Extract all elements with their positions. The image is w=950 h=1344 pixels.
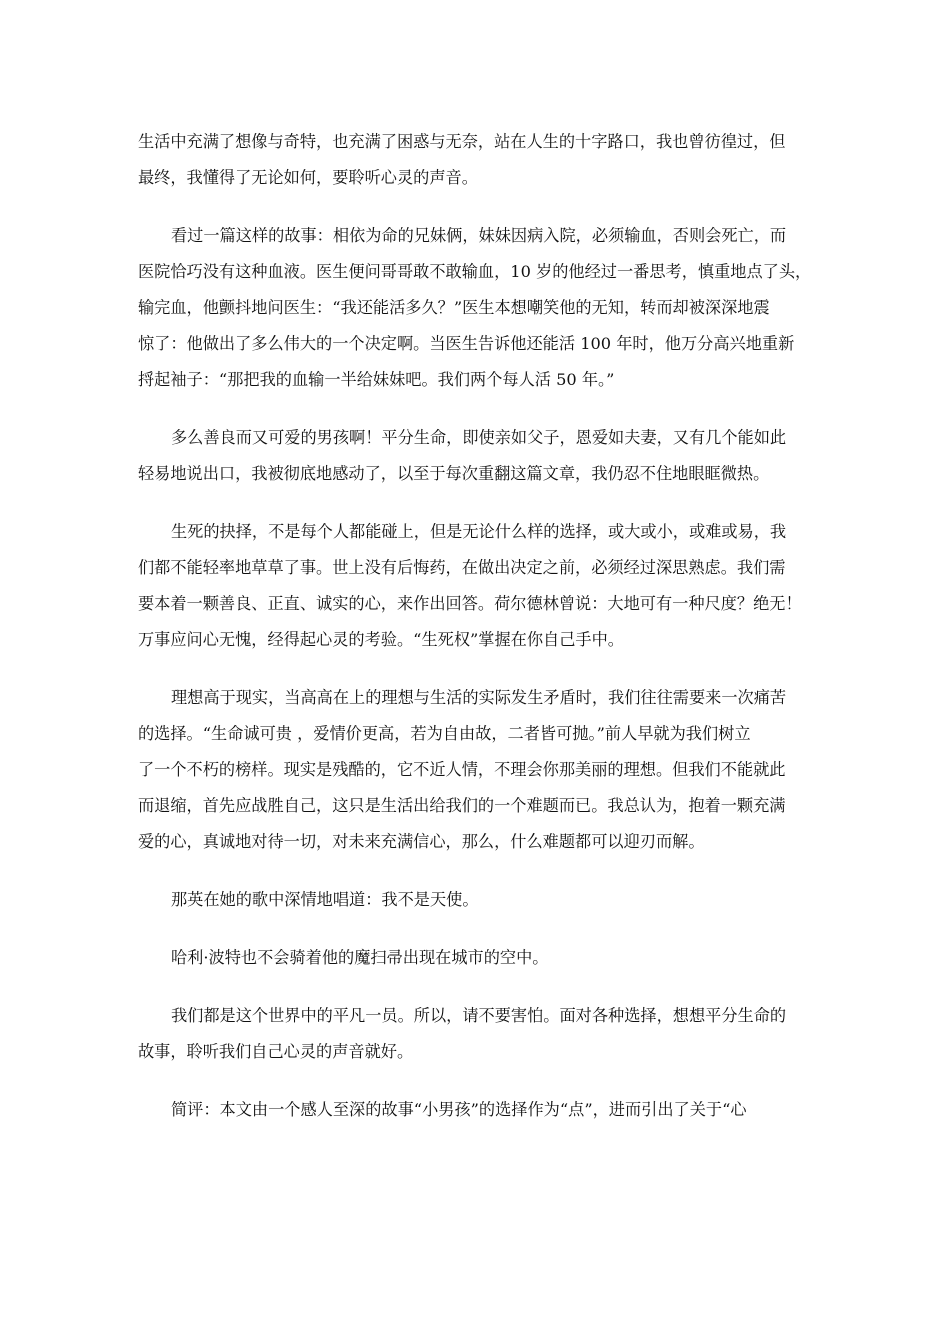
text-line: 简评：本文由一个感人至深的故事“小男孩”的选择作为“点”，进而引出了关于“心 (171, 1100, 747, 1119)
text-line: 多么善良而又可爱的男孩啊！平分生命，即使亲如父子，恩爱如夫妻，又有几个能如此 (171, 428, 787, 447)
text-line: 捋起袖子：“那把我的血输一半给妹妹吧。我们两个每人活 50 年。” (138, 370, 615, 389)
paragraph-2 (138, 218, 818, 398)
paragraph-7 (138, 940, 818, 976)
paragraph-3 (138, 420, 818, 492)
text-line: 们都不能轻率地草草了事。世上没有后悔药，在做出决定之前，必须经过深思熟虑。我们需 (138, 558, 786, 577)
text-line: 了一个不朽的榜样。现实是残酷的，它不近人情，不理会你那美丽的理想。但我们不能就此 (138, 760, 786, 779)
text-line: 要本着一颗善良、正直、诚实的心，来作出回答。荷尔德林曾说：大地可有一种尺度？绝无！ (138, 594, 802, 613)
text-line: 故事，聆听我们自己心灵的声音就好。 (138, 1042, 414, 1061)
text-line: 医院恰巧没有这种血液。医生便问哥哥敢不敢输血，10 岁的他经过一番思考，慎重地点了头， (138, 262, 812, 281)
essay-body (138, 124, 818, 1150)
text-line: 那英在她的歌中深情地唱道：我不是天使。 (171, 890, 479, 909)
text-line: 爱的心，真诚地对待一切，对未来充满信心，那么，什么难题都可以迎刃而解。 (138, 832, 705, 851)
text-line: 理想高于现实，当高高在上的理想与生活的实际发生矛盾时，我们往往需要来一次痛苦 (171, 688, 787, 707)
text-line: 最终，我懂得了无论如何，要聆听心灵的声音。 (138, 168, 478, 187)
paragraph-8 (138, 998, 818, 1070)
text-line: 看过一篇这样的故事：相依为命的兄妹俩，妹妹因病入院，必须输血，否则会死亡，而 (171, 226, 787, 245)
text-line: 惊了：他做出了多么伟大的一个决定啊。当医生告诉他还能活 100 年时，他万分高兴地重新 (138, 334, 795, 353)
text-line: 而退缩，首先应战胜自己，这只是生活出给我们的一个难题而已。我总认为，抱着一颗充满 (138, 796, 786, 815)
paragraph-6 (138, 882, 818, 918)
paragraph-1 (138, 124, 818, 196)
text-line: 生死的抉择，不是每个人都能碰上，但是无论什么样的选择，或大或小，或难或易，我 (171, 522, 787, 541)
text-line: 轻易地说出口，我被彻底地感动了，以至于每次重翻这篇文章，我仍忍不住地眼眶微热。 (138, 464, 770, 483)
text-line: 输完血，他颤抖地问医生：“我还能活多久？”医生本想嘲笑他的无知，转而却被深深地震 (138, 298, 770, 317)
paragraph-4 (138, 514, 818, 658)
text-line: 的选择。“生命诚可贵 ，爱情价更高，若为自由故，二者皆可抛。”前人早就为我们树立 (138, 724, 751, 743)
text-line: 哈利·波特也不会骑着他的魔扫帚出现在城市的空中。 (171, 948, 549, 967)
text-line: 万事应问心无愧，经得起心灵的考验。“生死权”掌握在你自己手中。 (138, 630, 624, 649)
paragraph-5 (138, 680, 818, 860)
text-line: 我们都是这个世界中的平凡一员。所以，请不要害怕。面对各种选择，想想平分生命的 (171, 1006, 787, 1025)
text-line: 生活中充满了想像与奇特，也充满了困惑与无奈，站在人生的十字路口，我也曾彷徨过，但 (138, 132, 786, 151)
paragraph-commentary (138, 1092, 818, 1128)
